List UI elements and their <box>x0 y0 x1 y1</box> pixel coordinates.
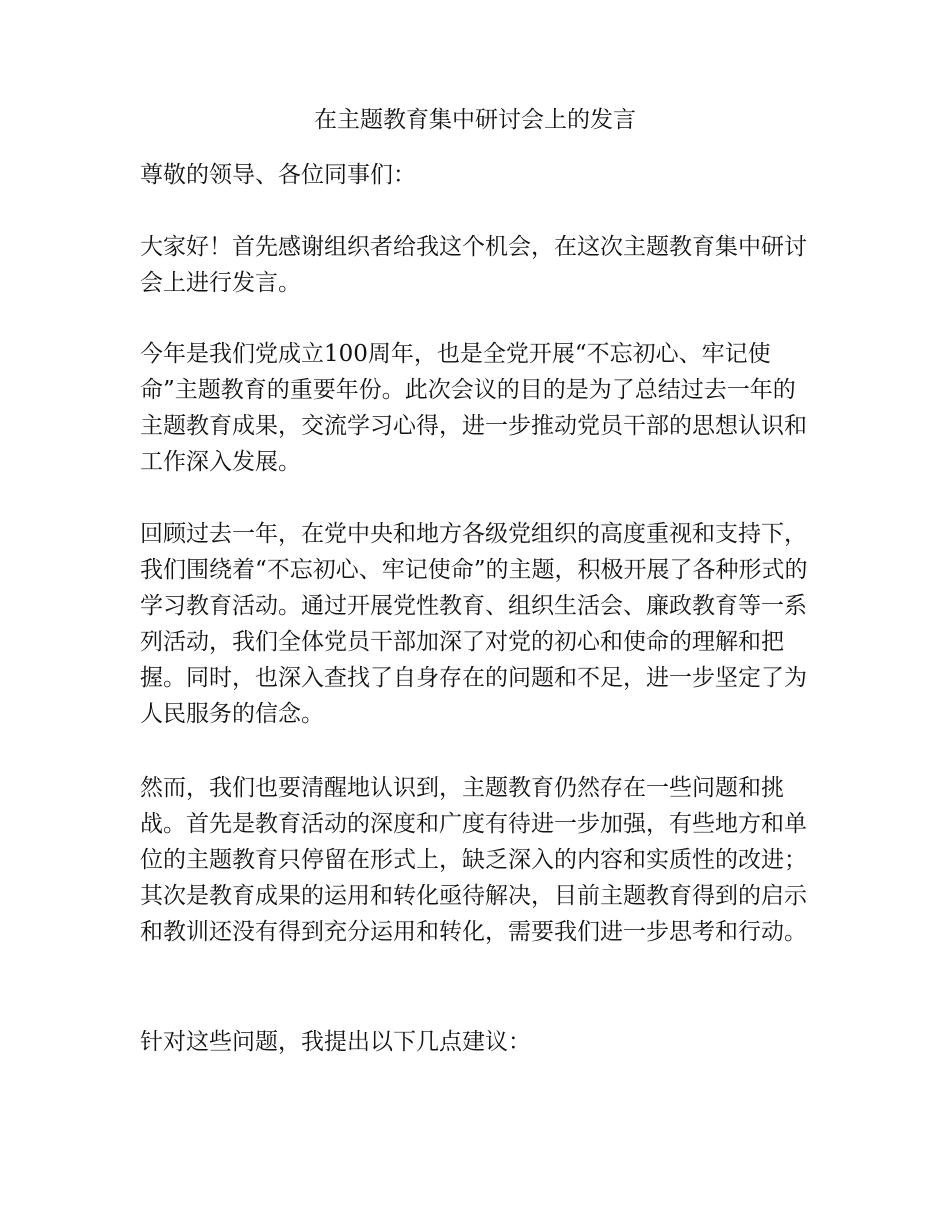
paragraph-problems: 然而，我们也要清醒地认识到，主题教育仍然存在一些问题和挑战。首先是教育活动的深度和广度有待进一步加强，有些地方和单位的主题教育只停留在形式上，缺乏深入的内容和实质性的改进；其次是教育成果的运用和转化亟待解决，目前主题教育得到的启示和教训还没有得到充分运用和转化，需要我们进一步思考和行动。 <box>140 775 807 945</box>
paragraph-review: 回顾过去一年，在党中央和地方各级党组织的高度重视和支持下，我们围绕着“不忘初心、牢记使命”的主题，积极开展了各种形式的学习教育活动。通过开展党性教育、组织生活会、廉政教育等一系列活动，我们全体党员干部加深了对党的初心和使命的理解和把握。同时，也深入查找了自身存在的问题和不足，进一步坚定了为人民服务的信念。 <box>140 521 808 727</box>
paragraph-opening: 大家好！首先感谢组织者给我这个机会，在这次主题教育集中研讨会上进行发言。 <box>140 234 807 296</box>
document-title: 在主题教育集中研讨会上的发言 <box>314 107 636 133</box>
paragraph-suggestions-intro: 针对这些问题，我提出以下几点建议： <box>140 1029 531 1055</box>
paragraph-background: 今年是我们党成立100周年，也是全党开展“不忘初心、牢记使命”主题教育的重要年份。此次会议的目的是为了总结过去一年的主题教育成果，交流学习心得，进一步推动党员干部的思想认识和工作深入发展。 <box>140 341 807 475</box>
greeting-line: 尊敬的领导、各位同事们： <box>140 162 416 188</box>
